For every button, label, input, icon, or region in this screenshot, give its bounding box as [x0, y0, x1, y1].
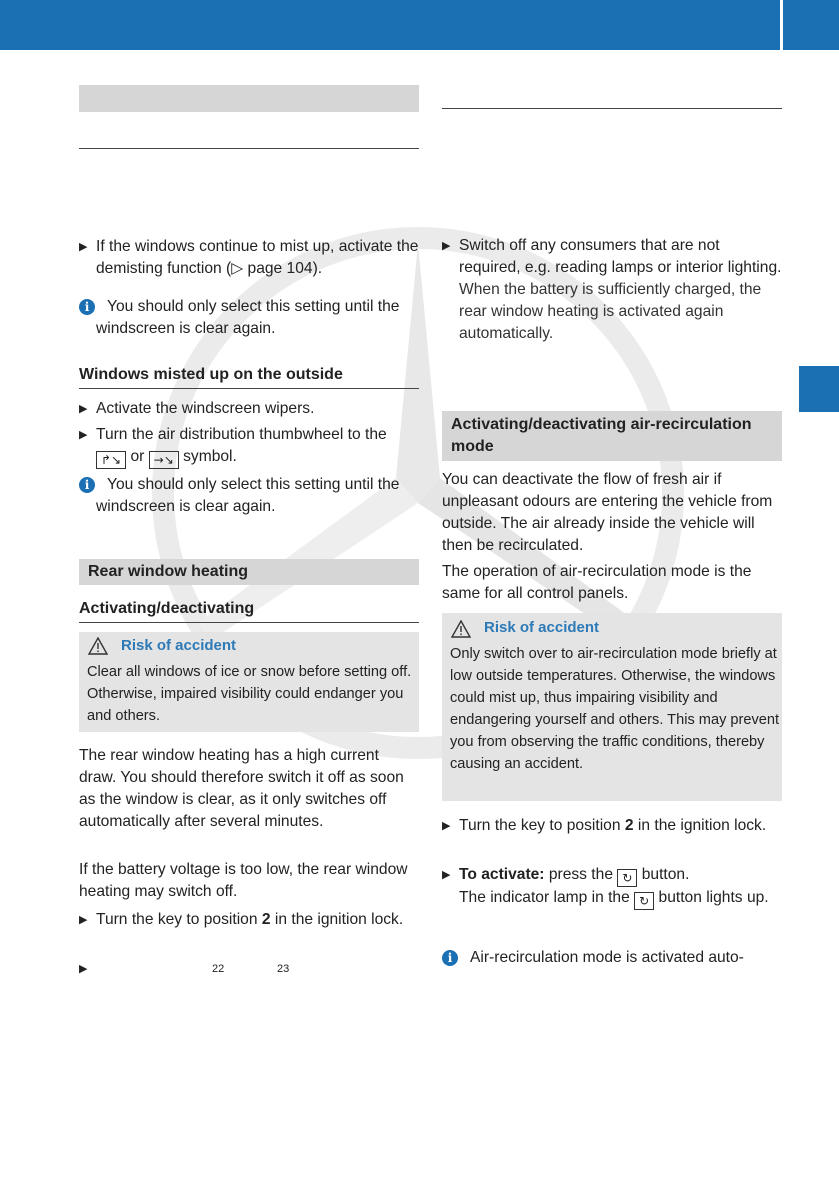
- info-icon: i: [79, 299, 95, 315]
- demist-text: If the windows continue to mist up, activate the demisting function (▷ page 104).: [96, 238, 419, 277]
- key-bullet: ▶ Turn the key to position 2 in the ignition lock.: [79, 911, 404, 928]
- paragraph: If the battery voltage is too low, the rear window heating may switch off.: [79, 861, 408, 900]
- header-separator: [780, 0, 783, 50]
- divider: [442, 108, 782, 109]
- outside-heading: Windows misted up on the outside: [79, 366, 343, 383]
- divider: [79, 388, 419, 389]
- paragraph: The operation of air-recirculation mode is the same for all control panels.: [442, 563, 752, 602]
- warning-triangle-icon: [451, 620, 471, 638]
- air-distribution-icon: ↱↘: [96, 451, 126, 469]
- rear-window-heading: Rear window heating: [88, 563, 249, 580]
- section-header-blank: [79, 85, 419, 112]
- thumbwheel-bullet: ▶ Turn the air distribution thumbwheel to the ↱↘ or →↘ symbol.: [79, 426, 387, 467]
- rear-window-heading-box: [79, 559, 419, 585]
- info-note-right: i Air-recirculation mode is activated auto-: [442, 947, 782, 969]
- warning-body: Only switch over to air-recirculation mode briefly at low outside temperatures. Otherwise, the windows could mist up, thus impairing visibility and endangering yourself and others. This may prevent you from observing the traffic conditions, thereby causing an accident.: [450, 646, 780, 772]
- paragraph: The rear window heating has a high current draw. You should therefore switch it off as soon as the window is clear, as it only switches off automatically after several minutes.: [79, 747, 404, 830]
- activating-heading: Activating/deactivating: [79, 600, 255, 617]
- info-icon: i: [79, 477, 95, 493]
- wipers-bullet: ▶ Activate the windscreen wipers.: [79, 400, 315, 417]
- partial-bullet: ▶ 22 23: [79, 963, 290, 975]
- warning-body: Clear all windows of ice or snow before setting off. Otherwise, impaired visibility could endanger you and others.: [87, 664, 412, 724]
- info-note-1: i You should only select this setting until the windscreen is clear again.: [79, 296, 419, 340]
- air-recirculation-icon: ↻: [634, 892, 654, 910]
- warning-title: Risk of accident: [121, 637, 237, 654]
- activate-bullet: ▶ To activate: press the ↻ button. The indicator lamp in the ↻ button lights up.: [442, 866, 769, 908]
- recirc-heading-box: [442, 411, 782, 461]
- consumers-bullet: ▶ Switch off any consumers that are not required, e.g. reading lamps or interior lighting. When the battery is sufficiently charged, the rear window heating is activated again automatically.: [442, 237, 782, 342]
- demist-bullet: ▶ If the windows continue to mist up, activate the demisting function (▷ page 104).: [79, 236, 419, 280]
- paragraph: You can deactivate the flow of fresh air if unpleasant odours are entering the vehicle from outside. The air already inside the vehicle will then be recirculated.: [442, 471, 773, 554]
- divider: [79, 622, 419, 623]
- recirc-heading: Activating/deactivating air-recirculation mode: [451, 416, 752, 455]
- page-header-bar: [0, 0, 839, 50]
- divider: [79, 148, 419, 149]
- section-thumb-tab: [799, 366, 839, 412]
- warning-triangle-icon: [88, 637, 108, 655]
- air-recirculation-icon: ↻: [617, 869, 637, 887]
- air-distribution-icon: →↘: [149, 451, 179, 469]
- info-icon: i: [442, 950, 458, 966]
- warning-box-right: [442, 613, 782, 801]
- warning-title: Risk of accident: [484, 619, 600, 636]
- info-note-2: i You should only select this setting until the windscreen is clear again.: [79, 474, 419, 518]
- warning-box-left: [79, 632, 419, 732]
- key-bullet: ▶ Turn the key to position 2 in the ignition lock.: [442, 817, 767, 834]
